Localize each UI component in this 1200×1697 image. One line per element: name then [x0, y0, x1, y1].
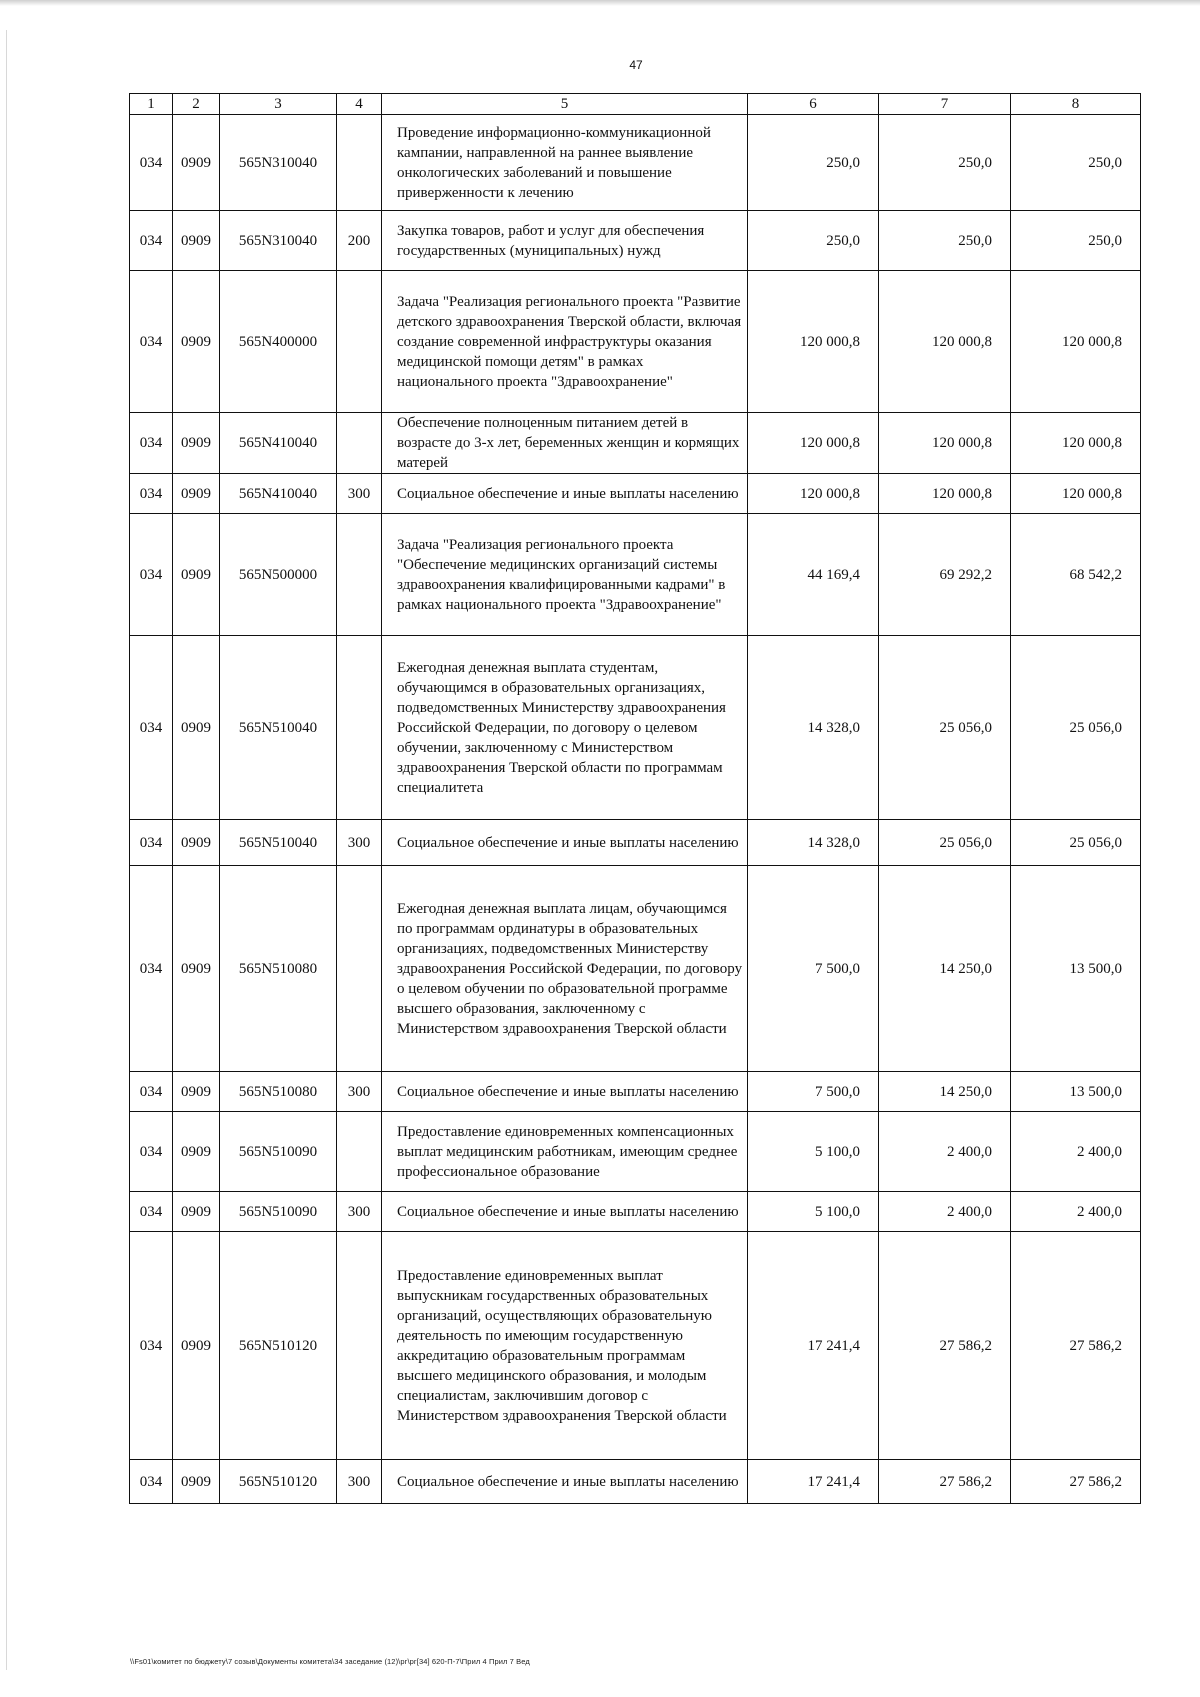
cell-amount-col7: 14 250,0: [879, 866, 1011, 1072]
cell-amount-col7: 2 400,0: [879, 1192, 1011, 1232]
cell-target-article: 565N410040: [220, 474, 337, 514]
cell-amount-col7: 2 400,0: [879, 1112, 1011, 1192]
cell-amount-col6: 44 169,4: [748, 514, 879, 636]
cell-amount-col8: 120 000,8: [1011, 474, 1141, 514]
cell-target-article: 565N510080: [220, 1072, 337, 1112]
cell-amount-col6: 120 000,8: [748, 474, 879, 514]
cell-amount-col6: 120 000,8: [748, 271, 879, 413]
cell-amount-col8: 13 500,0: [1011, 1072, 1141, 1112]
scan-edge: [0, 0, 1200, 6]
cell-amount-col8: 13 500,0: [1011, 866, 1141, 1072]
cell-amount-col6: 5 100,0: [748, 1192, 879, 1232]
cell-description: Социальное обеспечение и иные выплаты населению: [382, 820, 748, 866]
column-header: 5: [382, 94, 748, 115]
cell-section-code: 0909: [173, 820, 220, 866]
cell-expense-type: [337, 413, 382, 474]
cell-section-code: 0909: [173, 514, 220, 636]
table-row: [130, 271, 1141, 413]
cell-amount-col8: 25 056,0: [1011, 820, 1141, 866]
cell-amount-col7: 250,0: [879, 211, 1011, 271]
cell-admin-code: 034: [130, 636, 173, 820]
cell-target-article: 565N500000: [220, 514, 337, 636]
table-row: [130, 514, 1141, 636]
cell-target-article: 565N400000: [220, 271, 337, 413]
cell-section-code: 0909: [173, 474, 220, 514]
column-header: 7: [879, 94, 1011, 115]
cell-section-code: 0909: [173, 1072, 220, 1112]
cell-admin-code: 034: [130, 474, 173, 514]
cell-expense-type: 300: [337, 1460, 382, 1504]
column-header: 6: [748, 94, 879, 115]
cell-target-article: 565N510120: [220, 1232, 337, 1460]
table-row: [130, 1192, 1141, 1232]
cell-admin-code: 034: [130, 866, 173, 1072]
cell-amount-col6: 17 241,4: [748, 1460, 879, 1504]
table-row: [130, 413, 1141, 474]
table-row: [130, 866, 1141, 1072]
cell-description: Обеспечение полноценным питанием детей в возрасте до 3-х лет, беременных женщин и кормящих матерей: [382, 413, 748, 474]
cell-amount-col8: 250,0: [1011, 211, 1141, 271]
cell-amount-col8: 250,0: [1011, 115, 1141, 211]
page-number: 47: [629, 58, 643, 72]
cell-admin-code: 034: [130, 271, 173, 413]
cell-admin-code: 034: [130, 1112, 173, 1192]
cell-expense-type: [337, 514, 382, 636]
cell-section-code: 0909: [173, 1192, 220, 1232]
table-row: [130, 474, 1141, 514]
cell-target-article: 565N310040: [220, 115, 337, 211]
cell-admin-code: 034: [130, 115, 173, 211]
cell-description: Ежегодная денежная выплата лицам, обучающимся по программам ординатуры в образовательных организациях, подведомственных Министерству здравоохранения Российской Федерации, по договору о целевом обучении по образовательной программе высшего образования, заключенному с Министерством здравоохранения Тверской области: [382, 866, 748, 1072]
cell-admin-code: 034: [130, 211, 173, 271]
table-row: [130, 1072, 1141, 1112]
cell-amount-col8: 120 000,8: [1011, 413, 1141, 474]
cell-amount-col7: 120 000,8: [879, 271, 1011, 413]
budget-table: [129, 93, 1141, 1504]
cell-target-article: 565N510080: [220, 866, 337, 1072]
cell-expense-type: [337, 271, 382, 413]
cell-admin-code: 034: [130, 413, 173, 474]
cell-amount-col8: 2 400,0: [1011, 1192, 1141, 1232]
cell-target-article: 565N510040: [220, 820, 337, 866]
cell-amount-col6: 5 100,0: [748, 1112, 879, 1192]
cell-expense-type: [337, 115, 382, 211]
cell-expense-type: [337, 866, 382, 1072]
footer-file-path: \\Fs01\комитет по бюджету\7 созыв\Документы комитета\34 заседание (12)\рг\рг[34] 620-П-7\Прил 4 Прил 7 Вед: [130, 1657, 530, 1666]
cell-description: Проведение информационно-коммуникационной кампании, направленной на раннее выявление онкологических заболеваний и повышение приверженности к лечению: [382, 115, 748, 211]
cell-amount-col8: 27 586,2: [1011, 1460, 1141, 1504]
cell-amount-col6: 17 241,4: [748, 1232, 879, 1460]
cell-section-code: 0909: [173, 1460, 220, 1504]
cell-section-code: 0909: [173, 413, 220, 474]
cell-description: Задача "Реализация регионального проекта "Развитие детского здравоохранения Тверской области, включая создание современной инфраструктуры оказания медицинской помощи детям" в рамках национального проекта "Здравоохранение": [382, 271, 748, 413]
cell-amount-col8: 68 542,2: [1011, 514, 1141, 636]
cell-target-article: 565N310040: [220, 211, 337, 271]
cell-amount-col6: 120 000,8: [748, 413, 879, 474]
cell-amount-col8: 25 056,0: [1011, 636, 1141, 820]
cell-section-code: 0909: [173, 866, 220, 1072]
table-row: [130, 115, 1141, 211]
cell-target-article: 565N410040: [220, 413, 337, 474]
cell-section-code: 0909: [173, 636, 220, 820]
column-header: 3: [220, 94, 337, 115]
cell-amount-col7: 25 056,0: [879, 636, 1011, 820]
cell-amount-col6: 14 328,0: [748, 636, 879, 820]
cell-expense-type: 300: [337, 820, 382, 866]
cell-admin-code: 034: [130, 1460, 173, 1504]
cell-section-code: 0909: [173, 1112, 220, 1192]
cell-admin-code: 034: [130, 1192, 173, 1232]
cell-expense-type: [337, 1112, 382, 1192]
cell-description: Предоставление единовременных компенсационных выплат медицинским работникам, имеющим среднее профессиональное образование: [382, 1112, 748, 1192]
cell-amount-col7: 120 000,8: [879, 474, 1011, 514]
cell-amount-col7: 27 586,2: [879, 1460, 1011, 1504]
cell-amount-col6: 250,0: [748, 115, 879, 211]
cell-admin-code: 034: [130, 514, 173, 636]
cell-amount-col7: 69 292,2: [879, 514, 1011, 636]
cell-admin-code: 034: [130, 1072, 173, 1112]
column-header: 4: [337, 94, 382, 115]
cell-expense-type: [337, 1232, 382, 1460]
cell-amount-col8: 120 000,8: [1011, 271, 1141, 413]
cell-description: Социальное обеспечение и иные выплаты населению: [382, 474, 748, 514]
cell-description: Задача "Реализация регионального проекта "Обеспечение медицинских организаций системы здравоохранения квалифицированными кадрами" в рамках национального проекта "Здравоохранение": [382, 514, 748, 636]
cell-description: Социальное обеспечение и иные выплаты населению: [382, 1192, 748, 1232]
cell-section-code: 0909: [173, 271, 220, 413]
cell-amount-col7: 120 000,8: [879, 413, 1011, 474]
cell-amount-col6: 7 500,0: [748, 1072, 879, 1112]
cell-description: Закупка товаров, работ и услуг для обеспечения государственных (муниципальных) нужд: [382, 211, 748, 271]
cell-admin-code: 034: [130, 1232, 173, 1460]
cell-target-article: 565N510120: [220, 1460, 337, 1504]
column-header: 8: [1011, 94, 1141, 115]
table-row: [130, 211, 1141, 271]
column-header: 2: [173, 94, 220, 115]
cell-section-code: 0909: [173, 211, 220, 271]
cell-amount-col8: 27 586,2: [1011, 1232, 1141, 1460]
cell-amount-col7: 27 586,2: [879, 1232, 1011, 1460]
cell-expense-type: 200: [337, 211, 382, 271]
cell-expense-type: 300: [337, 1192, 382, 1232]
cell-section-code: 0909: [173, 115, 220, 211]
header-row: [130, 94, 1141, 115]
cell-target-article: 565N510040: [220, 636, 337, 820]
cell-expense-type: [337, 636, 382, 820]
cell-description: Ежегодная денежная выплата студентам, обучающимся в образовательных организациях, подведомственных Министерству здравоохранения Российской Федерации, по договору о целевом обучении, заключенному с Министерством здравоохранения Тверской области по программам специалитета: [382, 636, 748, 820]
table-row: [130, 820, 1141, 866]
table-row: [130, 636, 1141, 820]
cell-target-article: 565N510090: [220, 1112, 337, 1192]
table-row: [130, 1232, 1141, 1460]
scan-edge-left: [6, 30, 7, 1670]
cell-amount-col6: 250,0: [748, 211, 879, 271]
cell-section-code: 0909: [173, 1232, 220, 1460]
cell-description: Предоставление единовременных выплат выпускникам государственных образовательных организаций, осуществляющих образовательную деятельность по имеющим государственную аккредитацию образовательным программам высшего медицинского образования, и молодым специалистам, заключившим договор с Министерством здравоохранения Тверской области: [382, 1232, 748, 1460]
cell-description: Социальное обеспечение и иные выплаты населению: [382, 1072, 748, 1112]
table-row: [130, 1460, 1141, 1504]
table-row: [130, 1112, 1141, 1192]
cell-amount-col7: 25 056,0: [879, 820, 1011, 866]
cell-amount-col7: 14 250,0: [879, 1072, 1011, 1112]
cell-amount-col8: 2 400,0: [1011, 1112, 1141, 1192]
cell-admin-code: 034: [130, 820, 173, 866]
cell-expense-type: 300: [337, 474, 382, 514]
cell-description: Социальное обеспечение и иные выплаты населению: [382, 1460, 748, 1504]
cell-expense-type: 300: [337, 1072, 382, 1112]
cell-target-article: 565N510090: [220, 1192, 337, 1232]
cell-amount-col7: 250,0: [879, 115, 1011, 211]
column-header: 1: [130, 94, 173, 115]
cell-amount-col6: 14 328,0: [748, 820, 879, 866]
cell-amount-col6: 7 500,0: [748, 866, 879, 1072]
